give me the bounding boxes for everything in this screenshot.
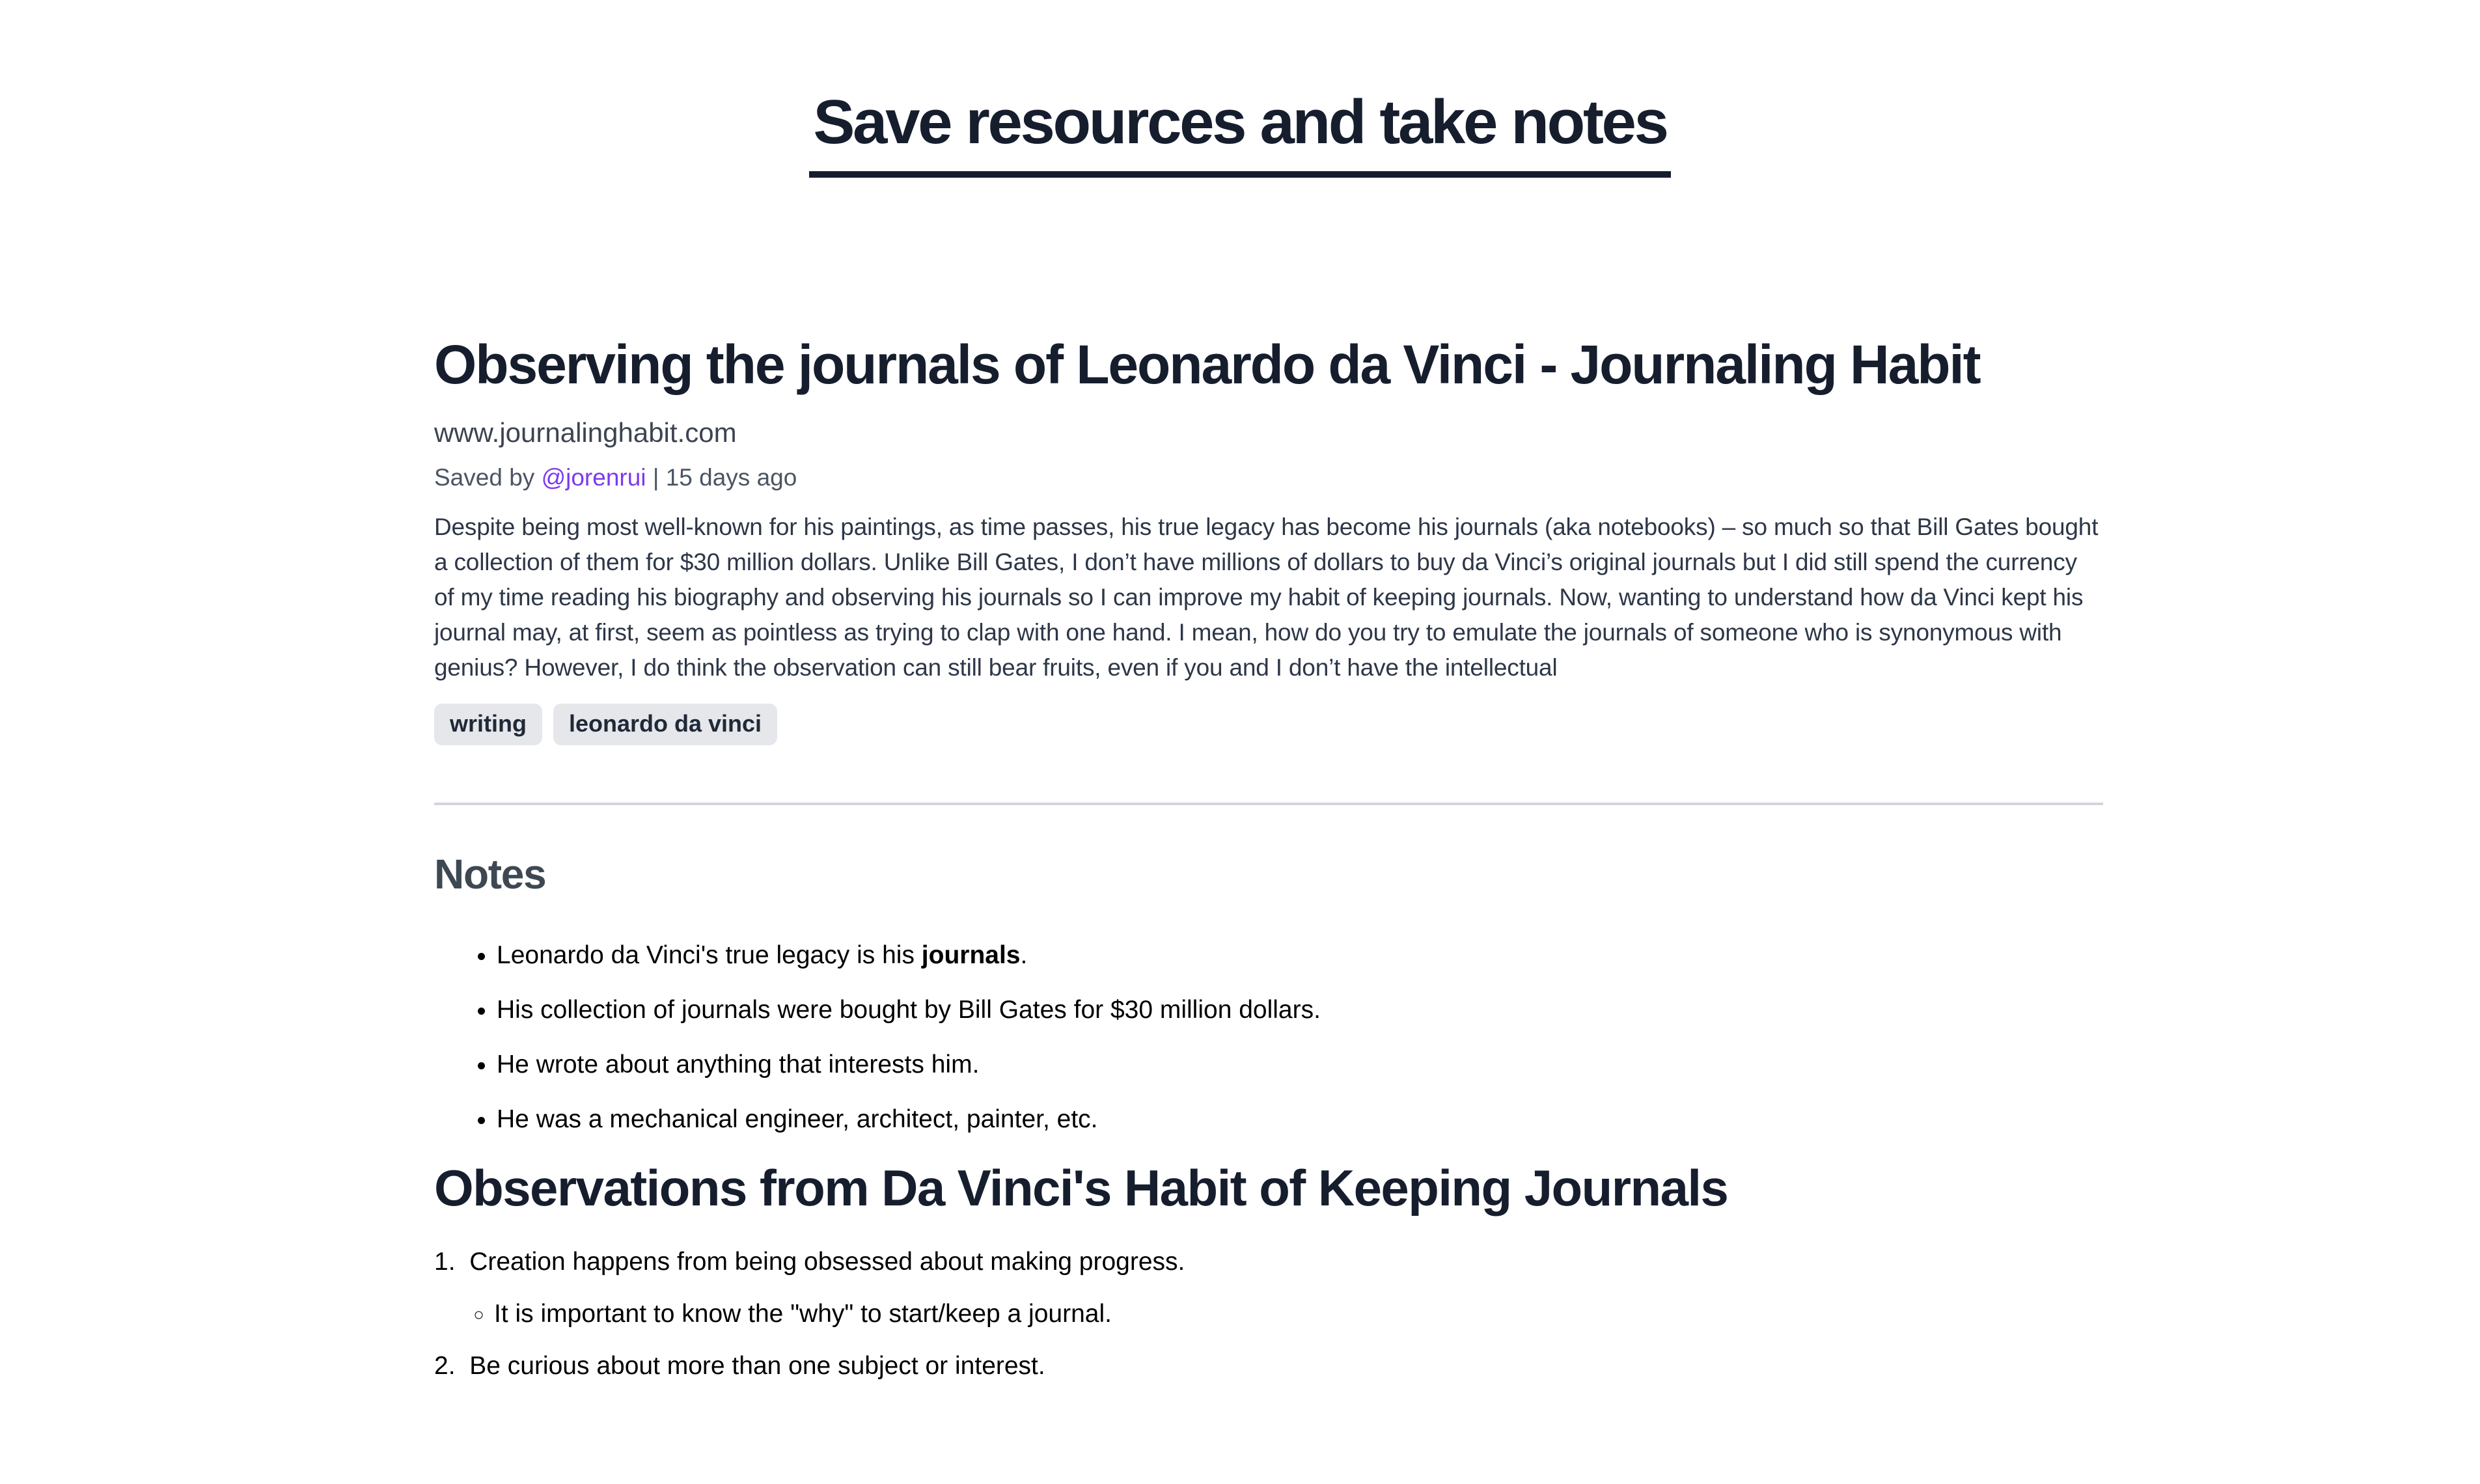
note-text: . xyxy=(1020,941,1028,969)
page-title: Save resources and take notes xyxy=(809,85,1670,178)
content-column xyxy=(434,332,2103,1384)
saved-by-line xyxy=(434,464,2103,491)
observation-item xyxy=(434,1349,2103,1384)
article-title: Observing the journals of Leonardo da Vinci - Journaling Habit xyxy=(434,334,1980,396)
saved-resource-card xyxy=(434,332,2103,745)
observation-sub-list xyxy=(434,1297,2103,1332)
page-header xyxy=(0,0,2480,178)
observations-section xyxy=(434,1159,2103,1384)
saved-by-label: Saved by xyxy=(434,463,535,491)
article-excerpt: Despite being most well-known for his paintings, as time passes, his true legacy has become his journals (aka notebooks) – so much so that Bill Gates bought a collection of them for $30 million dollars. Unlike Bill Gates, I don’t have millions of dollars to buy da Vinci’s original journals but I did still spend the currency of my time reading his biography and observing his journals so I can improve my habit of keeping journals. Now, wanting to understand how da Vinci kept his journal may, at first, seem as pointless as trying to clap with one hand. I mean, how do you try to emulate the journals of someone who is synonymous with genius? However, I do think the observation can still bear fruits, even if you and I don’t have the intellectual xyxy=(434,513,2099,681)
note-item xyxy=(497,993,2103,1028)
tag-leonardo-da-vinci[interactable]: leonardo da vinci xyxy=(553,704,777,745)
notes-heading: Notes xyxy=(434,850,546,898)
section-divider xyxy=(434,803,2103,805)
note-text: His collection of journals were bought by Bill Gates for $30 million dollars. xyxy=(497,995,1321,1024)
tag-writing[interactable]: writing xyxy=(434,704,542,745)
note-text: He wrote about anything that interests him. xyxy=(497,1050,980,1079)
observation-text: Be curious about more than one subject or interest. xyxy=(469,1352,1045,1381)
observation-item xyxy=(434,1244,2103,1332)
note-item xyxy=(497,938,2103,973)
saved-by-user-link[interactable]: @jorenrui xyxy=(541,463,646,491)
tag-list xyxy=(434,704,2103,745)
observation-text: Creation happens from being obsessed about making progress. xyxy=(469,1248,1185,1276)
observations-heading: Observations from Da Vinci's Habit of Keeping Journals xyxy=(434,1159,1728,1216)
notes-list xyxy=(434,938,2103,1137)
observations-list xyxy=(434,1244,2103,1384)
notes-section xyxy=(434,851,2103,1137)
saved-date: | 15 days ago xyxy=(652,463,797,491)
note-text-bold: journals xyxy=(921,941,1021,969)
article-url: www.journalinghabit.com xyxy=(434,417,737,448)
note-item xyxy=(497,1102,2103,1137)
note-item xyxy=(497,1047,2103,1082)
note-text: Leonardo da Vinci's true legacy is his xyxy=(497,941,922,969)
observation-sub-item: ◦ It is important to know the "why" to start/keep a journal. xyxy=(494,1297,2103,1332)
note-text: He was a mechanical engineer, architect, painter, etc. xyxy=(497,1105,1098,1133)
